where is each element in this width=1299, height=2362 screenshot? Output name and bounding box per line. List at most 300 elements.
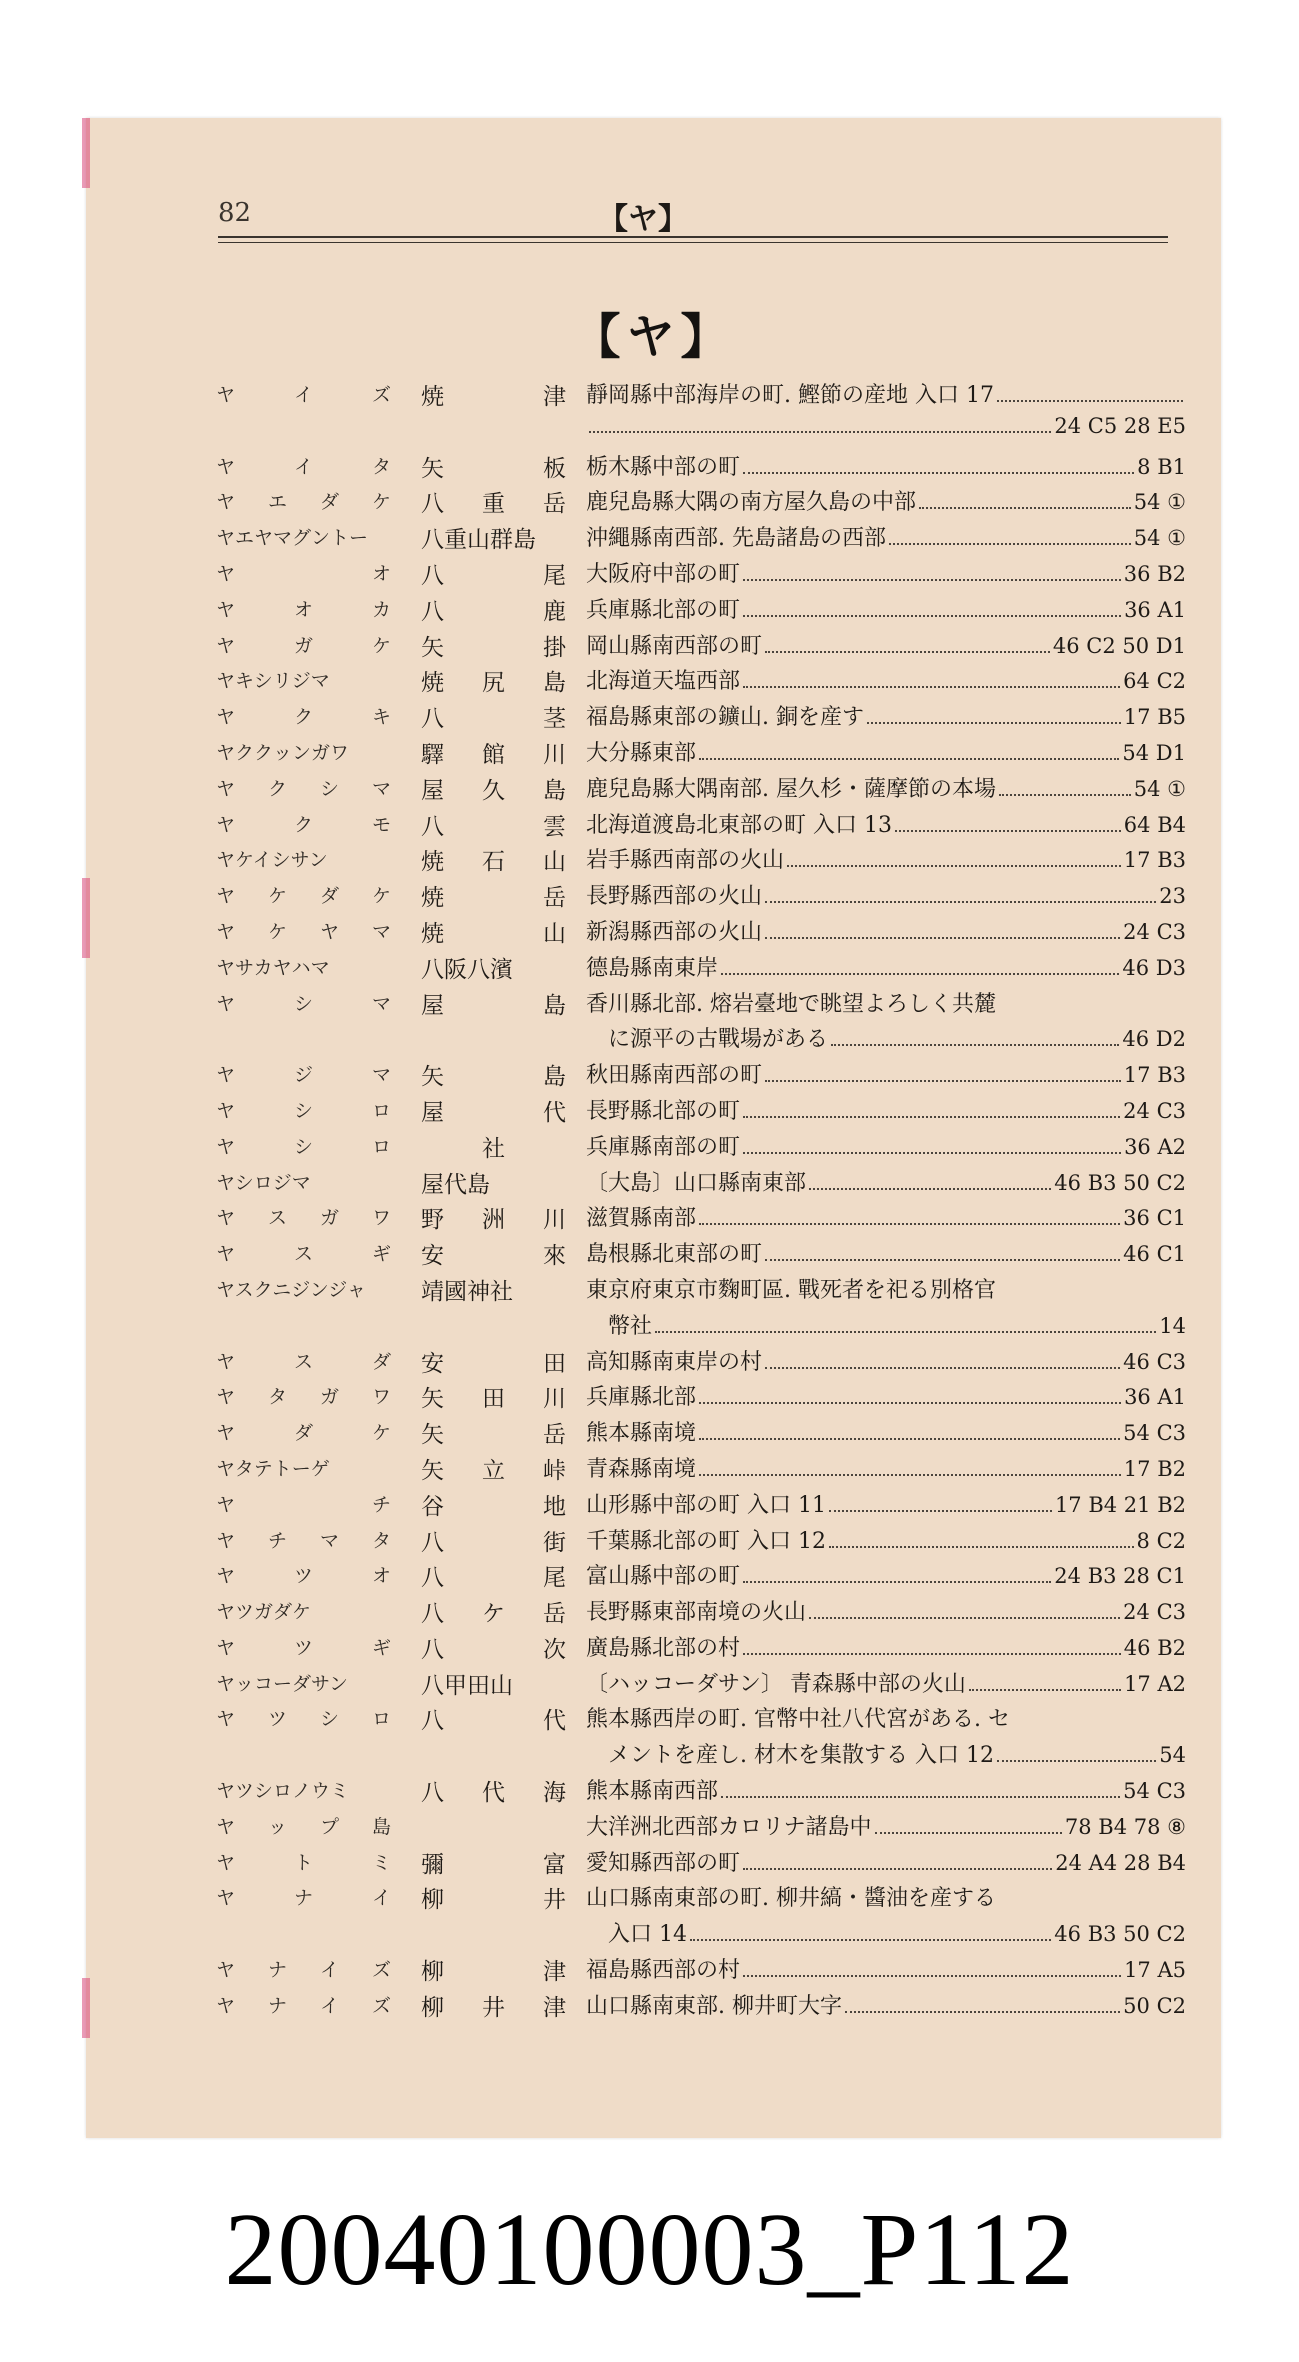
description-line	[586, 843, 1186, 879]
description-text: 〔ハッコーダサン〕 青森縣中部の火山	[586, 1671, 966, 1697]
description-text: に源平の古戰場がある	[608, 1027, 829, 1053]
leader-dots	[743, 615, 1121, 617]
entry-kana: ヤ チ	[216, 1493, 391, 1516]
entry-kanji: 屋代島	[421, 1171, 490, 1198]
description-text: 北海道渡島北東部の町 入口 13	[586, 812, 892, 838]
entry-kana: ヤ シ マ	[216, 992, 391, 1015]
entry-kana: ヤ エ ダ ケ	[216, 491, 391, 514]
map-reference: 17 B2	[1123, 1456, 1186, 1481]
description-text: 長野縣北部の町	[586, 1098, 741, 1124]
description-line	[586, 951, 1186, 987]
entry-kanji: 柳 井	[421, 1887, 566, 1914]
map-reference: 46 B2	[1123, 1635, 1186, 1660]
entry-kana: ヤ イ タ	[216, 455, 391, 478]
entry-kana: ヤ ト ミ	[216, 1851, 391, 1874]
header-rule-thin	[218, 242, 1168, 243]
entry-row	[216, 591, 1186, 627]
entry-kana: ヤ ツ シ ロ	[216, 1708, 391, 1731]
description-text: 愛知縣西部の町	[586, 1850, 741, 1876]
entry-kanji: 矢 田 川	[421, 1386, 566, 1413]
description-line	[586, 557, 1186, 593]
page-number: 82	[218, 198, 252, 228]
entry-row	[216, 1808, 1186, 1844]
map-reference: 8 C2	[1136, 1528, 1186, 1553]
description-text: 德島縣南東岸	[586, 955, 719, 981]
entry-kanji: 焼 石 山	[421, 849, 566, 876]
entry-kana: ヤ ケ ダ ケ	[216, 885, 391, 908]
entry-row	[216, 1665, 1186, 1701]
description-line	[586, 1452, 1186, 1488]
entry-kana: ヤ ス ガ ワ	[216, 1207, 391, 1230]
entry-kana: ヤ ス ダ	[216, 1350, 391, 1373]
description-text: メントを産し. 材木を集散する 入口 12	[608, 1743, 994, 1769]
description-line	[586, 450, 1186, 486]
description-text: 福島縣東部の鑛山. 銅を産す	[586, 705, 864, 731]
description-line	[586, 1846, 1186, 1882]
description-line	[586, 772, 1186, 808]
description-line	[586, 1881, 1186, 1917]
description-text: 新潟縣西部の火山	[586, 919, 763, 945]
edge-stain-middle	[82, 878, 90, 958]
description-text: 熊本縣南西部	[586, 1779, 719, 1805]
entry-row	[216, 698, 1186, 734]
entry-row	[216, 519, 1186, 555]
description-text: 山口縣南東部の町. 柳井縞・醬油を産する	[586, 1886, 996, 1912]
entry-description	[586, 450, 1186, 486]
map-reference: 8 B1	[1137, 454, 1186, 479]
entry-description	[586, 1416, 1186, 1452]
edge-stain-lower	[82, 1978, 90, 2038]
entry-description	[586, 915, 1186, 951]
entry-description	[586, 1774, 1186, 1810]
entry-kanji: 焼 津	[421, 384, 566, 410]
description-line	[586, 1094, 1186, 1130]
map-reference: 54 ①	[1133, 776, 1186, 801]
entry-row	[216, 555, 1186, 591]
description-text: 靜岡縣中部海岸の町. 鰹節の産地 入口 17	[586, 383, 994, 408]
leader-dots	[699, 1438, 1120, 1440]
description-text: 大洋洲北西部カロリナ諸島中	[586, 1814, 872, 1840]
description-text: 大分縣東部	[586, 740, 697, 766]
description-text: 廣島縣北部の村	[586, 1635, 741, 1661]
entry-row	[216, 1879, 1186, 1951]
section-title: 【ヤ】	[572, 309, 735, 365]
entry-row	[216, 1772, 1186, 1808]
entry-kanji: 八 代	[421, 1708, 566, 1735]
description-text: 兵庫縣南部の町	[586, 1134, 741, 1160]
map-reference: 14	[1159, 1313, 1186, 1338]
map-reference: 17 B3	[1123, 1063, 1186, 1088]
map-reference: 17 A2	[1124, 1671, 1186, 1696]
leader-dots	[699, 1223, 1120, 1225]
entry-description	[586, 772, 1186, 808]
leader-dots	[765, 1080, 1121, 1082]
map-reference: 78 B4 78 ⑧	[1064, 1814, 1186, 1839]
entry-description	[586, 1667, 1186, 1703]
entry-kanji: 八 鹿	[421, 598, 566, 625]
entry-kanji: 矢 板	[421, 455, 566, 482]
leader-dots	[743, 1653, 1121, 1655]
description-line	[586, 1345, 1186, 1381]
leader-dots	[743, 1116, 1120, 1118]
entry-row	[216, 1092, 1186, 1128]
description-line	[586, 1237, 1186, 1273]
description-line	[586, 414, 1186, 450]
entry-description	[586, 951, 1186, 987]
map-reference: 46 C2 50 D1	[1052, 633, 1186, 658]
page-header	[218, 190, 1168, 240]
map-reference: 54 C3	[1123, 1779, 1186, 1804]
leader-dots	[765, 1259, 1120, 1261]
entry-description	[586, 1953, 1186, 1989]
description-text: 兵庫縣北部	[586, 1385, 697, 1411]
entry-description	[586, 1166, 1186, 1202]
description-line	[586, 485, 1186, 521]
description-line	[586, 1953, 1186, 1989]
entry-kana: ヤッコーダサン	[216, 1672, 349, 1695]
leader-dots	[699, 1402, 1121, 1404]
entry-kanji: 八 尾	[421, 562, 566, 589]
entry-description	[586, 1989, 1186, 2025]
entry-kana: ヤ ナ イ ズ	[216, 1959, 391, 1982]
entry-description	[586, 1488, 1186, 1524]
leader-dots	[721, 973, 1119, 975]
map-reference: 64 C2	[1123, 669, 1186, 694]
leader-dots	[997, 1760, 1156, 1762]
description-line	[586, 1273, 1186, 1309]
entry-kana: ヤ ク モ	[216, 813, 391, 836]
description-line	[586, 593, 1186, 629]
entry-kanji: 社	[482, 1135, 505, 1162]
entry-description	[586, 1237, 1186, 1273]
entry-kana: ヤ イ ズ	[216, 384, 391, 406]
description-text: 富山縣中部の町	[586, 1564, 741, 1590]
map-reference: 24 C3	[1123, 1600, 1186, 1625]
leader-dots	[743, 1975, 1121, 1977]
entry-description	[586, 879, 1186, 915]
entry-description	[586, 664, 1186, 700]
entry-description	[586, 808, 1186, 844]
entry-kanji: 矢 掛	[421, 634, 566, 661]
map-reference: 54 C3	[1123, 1421, 1186, 1446]
map-reference: 54	[1159, 1743, 1186, 1768]
entry-row	[216, 448, 1186, 484]
entry-row	[216, 1844, 1186, 1880]
entry-description	[586, 1058, 1186, 1094]
entry-kana: ヤ ガ ケ	[216, 634, 391, 657]
description-line	[586, 1380, 1186, 1416]
entry-kana: ヤツガダケ	[216, 1601, 312, 1624]
entry-kanji: 焼 尻 島	[421, 670, 566, 697]
gazetteer-entries	[216, 376, 1186, 2023]
leader-dots	[845, 2011, 1120, 2013]
map-reference: 54 D1	[1122, 740, 1186, 765]
entry-row	[216, 1343, 1186, 1379]
entry-row	[216, 877, 1186, 913]
leader-dots	[765, 651, 1050, 653]
entry-kana: ヤスクニジンジャ	[216, 1278, 366, 1301]
leader-dots	[743, 579, 1121, 581]
leader-dots	[919, 507, 1131, 509]
description-line	[586, 1738, 1186, 1774]
description-line	[586, 1989, 1186, 2025]
description-text: 山口縣南東部. 柳井町大字	[586, 1993, 842, 2019]
entry-kana: ヤ ツ オ	[216, 1565, 391, 1588]
entry-kana: ヤ チ マ タ	[216, 1529, 391, 1552]
entry-description	[586, 1810, 1186, 1846]
entry-kana: ヤ オ カ	[216, 598, 391, 621]
entry-row	[216, 1987, 1186, 2023]
entry-description	[586, 736, 1186, 772]
description-line	[586, 1022, 1186, 1058]
map-reference: 36 A1	[1124, 1385, 1186, 1410]
entry-row	[216, 1235, 1186, 1271]
description-line	[586, 736, 1186, 772]
description-text: 福島縣西部の村	[586, 1958, 741, 1984]
entry-row	[216, 985, 1186, 1057]
map-reference: 17 A5	[1124, 1958, 1186, 1983]
description-line	[586, 1559, 1186, 1595]
map-reference: 46 C3	[1123, 1349, 1186, 1374]
leader-dots	[743, 472, 1134, 474]
leader-dots	[699, 1474, 1121, 1476]
entry-kana: ヤ ナ イ	[216, 1887, 391, 1910]
description-line	[586, 1166, 1186, 1202]
description-text: 大阪府中部の町	[586, 561, 741, 587]
leader-dots	[809, 1617, 1120, 1619]
entry-row	[216, 1450, 1186, 1486]
entry-row	[216, 806, 1186, 842]
map-reference: 36 C1	[1123, 1206, 1186, 1231]
description-line	[586, 1631, 1186, 1667]
entry-description	[586, 557, 1186, 593]
entry-kanji: 八 雲	[421, 813, 566, 840]
leader-dots	[889, 543, 1131, 545]
description-text: 〔大島〕山口縣南東部	[586, 1170, 807, 1196]
description-text: 滋賀縣南部	[586, 1206, 697, 1232]
entry-kana: ヤ ナ イ ズ	[216, 1994, 391, 2017]
entry-kanji: 靖國神社	[421, 1278, 513, 1305]
entry-kana: ヤ ス ギ	[216, 1243, 391, 1266]
entry-kanji: 八重山群島	[421, 527, 536, 554]
description-text: 熊本縣西岸の町. 官幣中社八代宮がある. セ	[586, 1707, 1010, 1733]
entry-description	[586, 378, 1186, 450]
entry-description	[586, 1345, 1186, 1381]
description-line	[586, 1667, 1186, 1703]
entry-description	[586, 987, 1186, 1059]
description-line	[586, 1595, 1186, 1631]
map-reference: 24 C3	[1123, 1098, 1186, 1123]
map-reference: 24 C5 28 E5	[1054, 413, 1186, 438]
entry-kanji: 柳 津	[421, 1959, 566, 1986]
map-reference: 36 A2	[1124, 1134, 1186, 1159]
description-text: 青森縣南境	[586, 1456, 697, 1482]
entry-row	[216, 949, 1186, 985]
leader-dots	[867, 722, 1121, 724]
map-reference: 54 ①	[1133, 490, 1186, 515]
description-text: 鹿兒島縣大隅の南方屋久島の中部	[586, 490, 917, 516]
entry-row	[216, 1378, 1186, 1414]
description-line	[586, 808, 1186, 844]
map-reference: 54 ①	[1133, 526, 1186, 551]
entry-description	[586, 1201, 1186, 1237]
entry-kanji: 八 ケ 岳	[421, 1601, 566, 1628]
entry-kanji: 焼 岳	[421, 885, 566, 912]
description-line	[586, 1488, 1186, 1524]
entry-kana: ヤ ク シ マ	[216, 777, 391, 800]
entry-description	[586, 700, 1186, 736]
map-reference: 17 B3	[1123, 848, 1186, 873]
entry-row	[216, 1164, 1186, 1200]
description-text: 高知縣南東岸の村	[586, 1349, 763, 1375]
entry-kana: ヤ ケ ヤ マ	[216, 920, 391, 943]
description-line	[586, 915, 1186, 951]
entry-description	[586, 1130, 1186, 1166]
entry-kana: ヤククッンガワ	[216, 741, 350, 764]
description-line	[586, 879, 1186, 915]
entry-kanji: 矢 岳	[421, 1422, 566, 1449]
entry-kanji: 谷 地	[421, 1493, 566, 1520]
entry-kana: ヤエヤマグントー	[216, 527, 369, 550]
leader-dots	[831, 1044, 1119, 1046]
entry-row	[216, 662, 1186, 698]
entry-kanji: 彌 富	[421, 1851, 566, 1878]
description-line	[586, 1416, 1186, 1452]
description-text: 長野縣東部南境の火山	[586, 1600, 807, 1626]
entry-description	[586, 1452, 1186, 1488]
entry-kanji: 驛 館 川	[421, 741, 566, 768]
description-line	[586, 1201, 1186, 1237]
description-text: 秋田縣南西部の町	[586, 1063, 763, 1089]
map-reference: 17 B4 21 B2	[1054, 1492, 1186, 1517]
entry-kana: ヤ シ ロ	[216, 1135, 391, 1158]
entry-description	[586, 1881, 1186, 1953]
entry-kanji: 矢 島	[421, 1064, 566, 1091]
leader-dots	[809, 1188, 1051, 1190]
leader-dots	[743, 686, 1120, 688]
description-text: 入口 14	[608, 1922, 687, 1948]
entry-kanji: 八甲田山	[421, 1672, 513, 1699]
entry-row	[216, 1056, 1186, 1092]
leader-dots	[765, 901, 1156, 903]
entry-kanji: 安 田	[421, 1350, 566, 1377]
entry-row	[216, 1593, 1186, 1629]
leader-dots	[721, 1796, 1120, 1798]
description-text: 長野縣西部の火山	[586, 884, 763, 910]
entry-description	[586, 629, 1186, 665]
entry-kanji: 屋 久 島	[421, 777, 566, 804]
leader-dots	[743, 1868, 1052, 1870]
entry-description	[586, 1559, 1186, 1595]
description-text: 栃木縣中部の町	[586, 454, 741, 480]
leader-dots	[787, 865, 1121, 867]
entry-kanji: 八 代 海	[421, 1780, 566, 1807]
entry-row	[216, 376, 1186, 448]
description-line	[586, 521, 1186, 557]
entry-kana: ヤ オ	[216, 562, 391, 585]
map-reference: 46 B3 50 C2	[1054, 1170, 1186, 1195]
entry-row	[216, 1271, 1186, 1343]
entry-kanji: 八 次	[421, 1636, 566, 1663]
entry-kana: ヤ ク キ	[216, 706, 391, 729]
entry-kanji: 屋 島	[421, 992, 566, 1019]
entry-description	[586, 1631, 1186, 1667]
entry-description	[586, 1846, 1186, 1882]
entry-description	[586, 1702, 1186, 1774]
description-line	[586, 987, 1186, 1023]
description-text: 幣社	[608, 1313, 653, 1339]
entry-kana: ヤ ツ ギ	[216, 1636, 391, 1659]
leader-dots	[969, 1689, 1121, 1691]
description-text: 熊本縣南境	[586, 1421, 697, 1447]
entry-kana: ヤ シ ロ	[216, 1099, 391, 1122]
entry-kanji: 焼 山	[421, 920, 566, 947]
entry-row	[216, 1128, 1186, 1164]
leader-dots	[699, 758, 1119, 760]
description-text: 沖繩縣南西部. 先島諸島の西部	[586, 526, 886, 552]
leader-dots	[999, 794, 1131, 796]
description-text: 北海道天塩西部	[586, 669, 741, 695]
map-reference: 36 A1	[1124, 597, 1186, 622]
entry-kana: ヤ ダ ケ	[216, 1422, 391, 1445]
entry-kanji: 安 來	[421, 1243, 566, 1270]
description-line	[586, 1058, 1186, 1094]
leader-dots	[743, 1581, 1051, 1583]
description-text: 岡山縣南西部の町	[586, 633, 763, 659]
description-line	[586, 664, 1186, 700]
leader-dots	[997, 400, 1183, 402]
entry-row	[216, 483, 1186, 519]
description-text: 鹿兒島縣大隅南部. 屋久杉・薩摩節の本場	[586, 776, 996, 802]
entry-kana: ヤ ジ マ	[216, 1064, 391, 1087]
leader-dots	[655, 1331, 1156, 1333]
entry-row	[216, 1414, 1186, 1450]
entry-kana: ヤケイシサン	[216, 849, 328, 872]
leader-dots	[875, 1832, 1062, 1834]
description-text: 島根縣北東部の町	[586, 1242, 763, 1268]
entry-kanji: 野 洲 川	[421, 1207, 566, 1234]
entry-kanji: 屋 代	[421, 1099, 566, 1126]
entry-kana: ヤ タ ガ ワ	[216, 1386, 391, 1409]
entry-row	[216, 913, 1186, 949]
entry-kana: ヤ ッ プ 島	[216, 1815, 391, 1838]
leader-dots	[765, 1367, 1120, 1369]
description-text: 岩手縣西南部の火山	[586, 848, 785, 874]
entry-kanji: 八阪八濱	[421, 956, 513, 983]
entry-row	[216, 1700, 1186, 1772]
description-text: 東京府東京市麴町區. 戰死者を祀る別格官	[586, 1277, 996, 1303]
entry-description	[586, 521, 1186, 557]
entry-description	[586, 485, 1186, 521]
description-line	[586, 1917, 1186, 1953]
edge-stain-top	[82, 118, 90, 188]
entry-kana: ヤタテトーゲ	[216, 1457, 330, 1480]
map-reference: 46 D3	[1122, 955, 1186, 980]
image-caption: 20040100003_P112	[224, 2192, 1075, 2307]
description-text: 山形縣中部の町 入口 11	[586, 1492, 826, 1518]
leader-dots	[589, 431, 1051, 433]
leader-dots	[895, 830, 1121, 832]
map-reference: 46 D2	[1122, 1027, 1186, 1052]
entry-kana: ヤシロジマ	[216, 1171, 311, 1194]
header-rule	[218, 236, 1168, 238]
description-line	[586, 1810, 1186, 1846]
entry-kanji: 八 重 岳	[421, 491, 566, 518]
entry-row	[216, 627, 1186, 663]
leader-dots	[743, 1152, 1121, 1154]
entry-description	[586, 843, 1186, 879]
map-reference: 50 C2	[1123, 1993, 1186, 2018]
